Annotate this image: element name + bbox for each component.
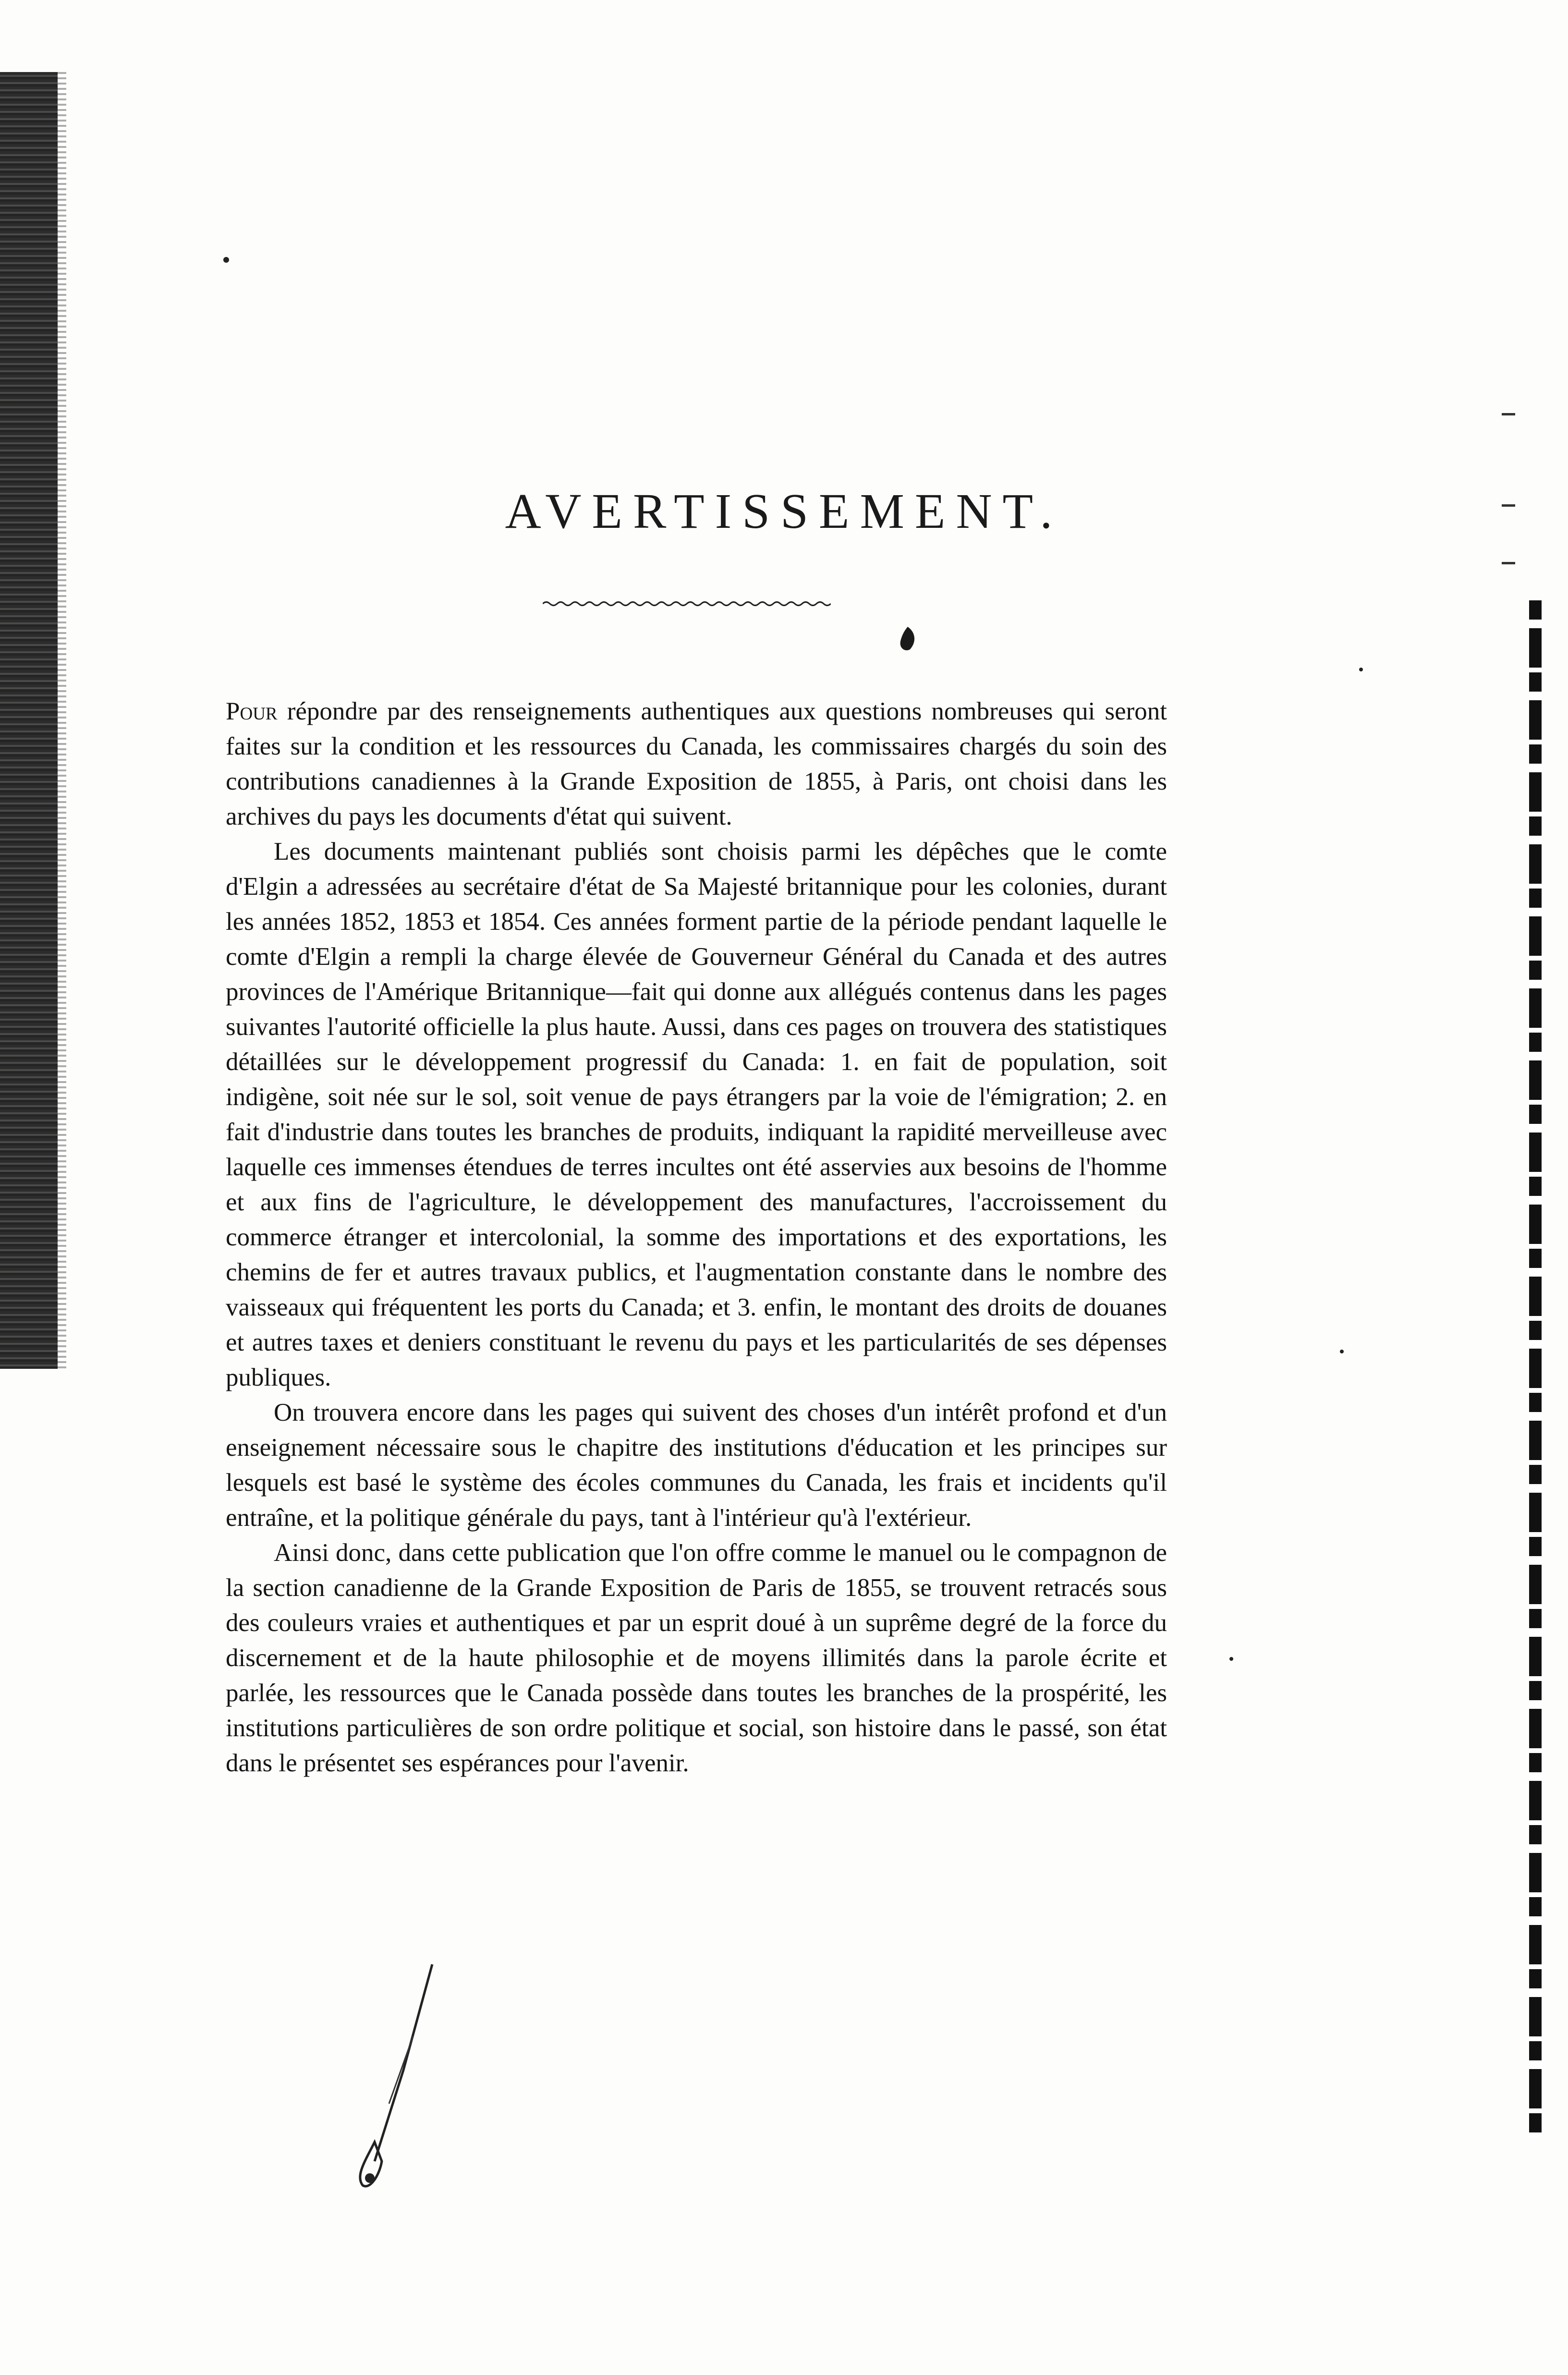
- binding-edge: [0, 72, 58, 1369]
- ink-speck: [223, 257, 229, 263]
- binding-edge-shadow: [58, 72, 66, 1369]
- paragraph-3: On trouvera encore dans les pages qui suivent des choses d'un intérêt profond et d'un enseignement nécessaire sous le chapitre des institutions d'éducation et les principes sur lesquels est basé le système des écoles communes du Canada, les frais et incidents qu'il entraîne, et la politique générale du pays, tant à l'intérieur qu'à l'extérieur.: [226, 1399, 1167, 1532]
- paragraph-lead-word: Pour: [226, 697, 278, 725]
- margin-tick: [1502, 562, 1515, 564]
- margin-tick: [1502, 413, 1515, 415]
- ink-blot-icon: [893, 624, 922, 653]
- ink-speck: [1340, 1350, 1344, 1353]
- ink-speck: [1359, 668, 1363, 671]
- paragraph-2: Les documents maintenant publiés sont choisis parmi les dépêches que le comte d'Elgin a adressées au secrétaire d'état de Sa Majesté britannique pour les colonies, durant les années 1852, 1853 et 1854. Ces années forment partie de la période pendant laquelle le comte d'Elgin a rempli la charge élevée de Gouverneur Général du Canada et des autres provinces de l'Amérique Britannique—fait qui donne aux allégués contenus dans les pages suivantes l'autorité officielle la plus haute. Aussi, dans ces pages on trouvera des statistiques détaillées sur le développement progressif du Canada: 1. en fait de population, soit indigène, soit née sur le sol, soit venue de pays étrangers par la voie de l'émigration; 2. en fait d'industrie dans toutes les branches de produits, indiquant la rapidité merveilleuse avec laquelle ces immenses étendues de terres incultes ont été asservies aux besoins de l'homme et aux fins de l'agriculture, le développement des manufactures, l'accroissement du commerce étranger et intercolonial, la somme des importations et des exportations, les chemins de fer et autres travaux publics, et l'augmentation constante dans le nombre des vaisseaux qui fréquentent les ports du Canada; et 3. enfin, le montant des droits de douanes et autres taxes et deniers constituant le revenu du pays et les particularités de ses dépenses publiques.: [226, 838, 1167, 1391]
- paragraph-text: répondre par des renseignements authentiques aux questions nombreuses qui seront faites sur la condition et les ressources du Canada, les commissaires chargés du soin des contributions canadiennes à la Grande Exposition de 1855, à Paris, ont choisi dans les archives du pays les documents d'état qui suivent.: [226, 697, 1167, 830]
- page-title: AVERTISSEMENT.: [505, 483, 1063, 539]
- decorative-wavy-rule: [543, 600, 831, 607]
- paragraph-4: Ainsi donc, dans cette publication que l'on offre comme le manuel ou le compagnon de la section canadienne de la Grande Exposition de Paris de 1855, se trouvent retracés sous des couleurs vraies et authentiques et par un esprit doué à un suprême degré de la force du discernement et de la haute philosophie et de moyens illimités dans la parole écrite et parlée, les ressources que le Canada possède dans toutes les branches de la prospérité, les institutions particulières de son ordre politique et social, son histoire dans le passé, son état dans le présentet ses espérances pour l'avenir.: [226, 1539, 1167, 1777]
- body-text: [226, 694, 1167, 1781]
- right-margin-marks: [1529, 600, 1542, 2137]
- paragraph-1: [226, 694, 1167, 834]
- pen-stroke-mark: [336, 1960, 442, 2209]
- ink-speck: [1229, 1657, 1233, 1661]
